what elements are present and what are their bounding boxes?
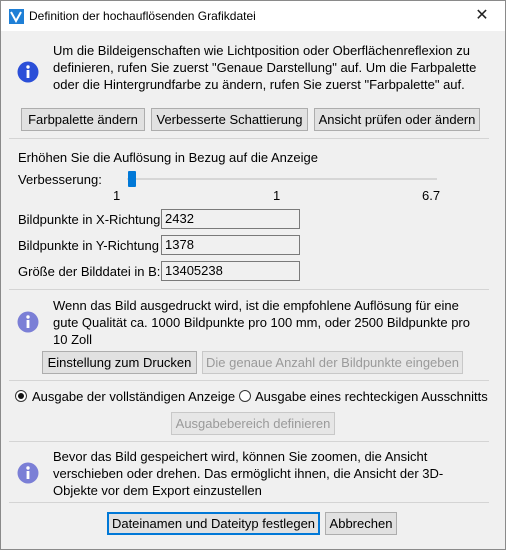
change-palette-button[interactable]: Farbpalette ändern [21, 108, 145, 131]
info-icon [17, 61, 39, 83]
enhanced-shading-button[interactable]: Verbesserte Schattierung [151, 108, 308, 131]
slider-value-label: 1 [273, 188, 281, 203]
cancel-button[interactable]: Abbrechen [325, 512, 397, 535]
info-icon [17, 462, 39, 484]
info-icon [17, 311, 39, 333]
y-pixels-label: Bildpunkte in Y-Richtung [18, 238, 159, 253]
app-icon [9, 9, 24, 24]
save-filename-button[interactable]: Dateinamen und Dateityp festlegen [107, 512, 320, 535]
check-view-button[interactable]: Ansicht prüfen oder ändern [314, 108, 480, 131]
radio-rect-section-label[interactable]: Ausgabe eines rechteckigen Ausschnitts [255, 389, 488, 404]
separator [9, 380, 489, 381]
separator [9, 441, 489, 442]
resolution-heading: Erhöhen Sie die Auflösung in Bezug auf die Anzeige [18, 150, 318, 165]
print-settings-button[interactable]: Einstellung zum Drucken [42, 351, 197, 374]
improvement-slider-thumb[interactable] [128, 171, 136, 187]
define-output-area-button[interactable]: Ausgabebereich definieren [171, 412, 335, 435]
info-text-print: Wenn das Bild ausgedruckt wird, ist die empfohlene Auflösung für eine gute Qualität ca. 1000 Bildpunkte pro 100 mm, oder 2500 Bildpunkte pro 10 Zoll [53, 298, 470, 347]
separator [9, 502, 489, 503]
close-icon[interactable]: ✕ [475, 7, 489, 24]
separator [9, 289, 489, 290]
window-title: Definition der hochauflösenden Grafikdatei [29, 9, 256, 23]
file-size-label: Größe der Bilddatei in B: [18, 264, 161, 279]
file-size-field: 13405238 [161, 261, 300, 281]
improvement-label: Verbesserung: [18, 172, 102, 187]
title-bar [1, 1, 505, 31]
radio-full-view-label[interactable]: Ausgabe der vollständigen Anzeige [32, 389, 236, 404]
radio-rect-section[interactable] [239, 390, 251, 402]
radio-full-view[interactable] [15, 390, 27, 402]
y-pixels-field[interactable]: 1378 [161, 235, 300, 255]
slider-min-label: 1 [113, 188, 121, 203]
info-text-export: Bevor das Bild gespeichert wird, können Sie zoomen, die Ansicht verschieben oder drehen. Das ermöglicht ihnen, die Ansicht der 3D-Objekte vor dem Export einzustellen [53, 449, 444, 498]
x-pixels-label: Bildpunkte in X-Richtung [18, 212, 161, 227]
separator [9, 138, 489, 139]
improvement-slider-track[interactable] [127, 178, 437, 180]
x-pixels-field[interactable]: 2432 [161, 209, 300, 229]
dialog-content [9, 31, 497, 543]
enter-pixels-button[interactable]: Die genaue Anzahl der Bildpunkte eingeben [202, 351, 463, 374]
info-text-properties: Um die Bildeigenschaften wie Lichtposition oder Oberflächenreflexion zu definieren, rufen Sie zuerst "Genaue Darstellung" auf. Um die Farbpalette oder die Hintergrundfarbe zu ändern, rufen Sie zuerst "Farbpalette" auf. [53, 43, 477, 92]
radio-selected-dot [18, 393, 24, 399]
slider-max-label: 6.7 [422, 188, 441, 203]
